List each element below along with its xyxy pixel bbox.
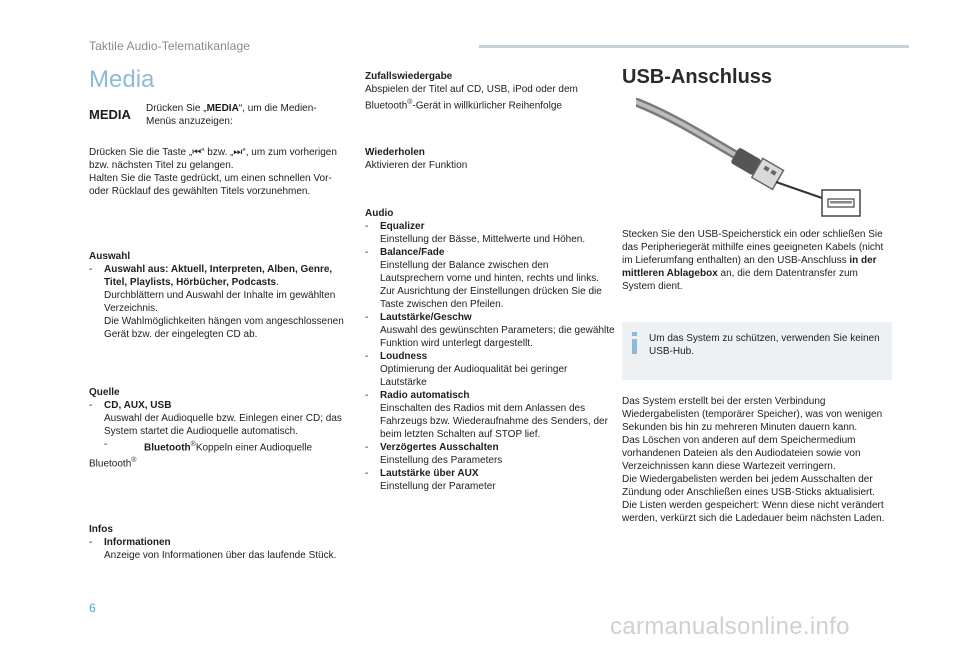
quelle-item: - CD, AUX, USB Auswahl der Audioquelle bzw. Einlegen einer CD; das System startet die Audioquelle automatisch. - Bluetooth®Koppeln einer Audioquelle	[89, 399, 349, 454]
skip-text: Drücken Sie die Taste „⏮“ bzw. „⏭“, um zum vorherigen bzw. nächsten Titel zu gelangen.	[89, 147, 337, 171]
auswahl-heading: Auswahl	[89, 251, 131, 262]
wiederholen-heading: Wiederholen	[365, 147, 425, 158]
zufall-text-a: Abspielen der Titel auf CD, USB, iPod oder dem Bluetooth	[365, 84, 578, 112]
usb-plug	[729, 145, 783, 189]
auswahl-item: - Auswahl aus: Aktuell, Interpreten, Alben, Genre, Titel, Playlists, Hörbücher, Podcasts. Durchblättern und Auswahl der Inhalte im gewählten Verzeichnis. Die Wahlmöglichkeiten hängen vom angeschlossenen Gerät bzw. der eingelegten CD ab.	[89, 263, 349, 341]
zufall-heading: Zufallswiedergabe	[365, 71, 453, 82]
audio-item-text: Einstellung des Parameters	[380, 455, 503, 466]
usb-intro-a: Stecken Sie den USB-Speicherstick ein oder schließen Sie das Peripheriegerät mithilfe eines geeigneten Kabels (nicht im Lieferumfang enthalten) an den USB-Anschluss	[622, 229, 884, 266]
audio-item-text: Einstellung der Parameter	[380, 481, 496, 492]
usb-port-contacts	[830, 201, 852, 204]
zufall-block	[365, 70, 615, 112]
auswahl-item-line1: Durchblättern und Auswahl der Inhalte im gewählten Verzeichnis.	[104, 290, 336, 314]
usb-paragraphs	[622, 395, 892, 525]
audio-item-text: Einstellung der Balance zwischen den Lautsprechern vorne und hinten, rechts und links. Zur Ausrichtung der Einstellungen drücken Sie die Taste zwischen den Pfeilen.	[380, 260, 602, 310]
zufall-reg: ®	[407, 99, 413, 106]
audio-item-text: Einstellung der Bässe, Mittelwerte und Höhen.	[380, 234, 586, 245]
audio-block	[365, 207, 615, 493]
quelle-block	[89, 386, 349, 471]
usb-cable-illustration	[636, 98, 876, 220]
audio-item-title: Radio automatisch	[380, 390, 470, 401]
audio-item-text: Einschalten des Radios mit dem Anlassen des Fahrzeugs bzw. Wiederaufnahme des Senders, der beim letzten Schalten auf STOP lief.	[380, 403, 608, 440]
audio-item-aux: - Lautstärke über AUX Einstellung der Parameter	[365, 467, 615, 493]
media-button-desc	[146, 102, 326, 128]
info-icon	[631, 332, 639, 354]
audio-item-verzoegert: - Verzögertes Ausschalten Einstellung des Parameters	[365, 441, 615, 467]
usb-port-icon	[822, 190, 860, 216]
bluetooth-tail	[89, 454, 349, 470]
quelle-item-text: Auswahl der Audioquelle bzw. Einlegen einer CD; das System startet die Audioquelle automatisch.	[104, 413, 342, 437]
audio-item-title: Lautstärke über AUX	[380, 468, 479, 479]
media-desc-b: MEDIA	[206, 103, 239, 114]
audio-item-radio: - Radio automatisch Einschalten des Radios mit dem Anlassen des Fahrzeugs bzw. Wiederaufnahme des Senders, der beim letzten Schalten auf STOP lief.	[365, 389, 615, 441]
usb-intro	[622, 228, 892, 293]
bluetooth-subitem: - Bluetooth®Koppeln einer Audioquelle	[104, 439, 313, 454]
usb-arrow-line	[776, 182, 822, 198]
usb-para1: Das System erstellt bei der ersten Verbindung Wiedergabelisten (temporärer Speicher), was von wenigen Sekunden bis hin zu mehreren Minuten dauern kann.	[622, 396, 883, 433]
bluetooth-tail-reg: ®	[131, 457, 137, 465]
infos-heading: Infos	[89, 524, 113, 535]
hold-text: Halten Sie die Taste gedrückt, um einen schnellen Vor- oder Rücklauf des gewählten Titels vorzunehmen.	[89, 173, 332, 197]
info-icon-bar	[632, 339, 637, 354]
bluetooth-text: Koppeln einer Audioquelle	[195, 442, 313, 454]
bluetooth-reg: ®	[190, 441, 196, 448]
usb-para2: Das Löschen von anderen auf dem Speichermedium vorhandenen Dateien als den Audiodateien sowie von Verzeichnissen kann diese Wartezeit verringern.	[622, 435, 861, 472]
info-icon-dot	[632, 332, 637, 336]
audio-item-title: Equalizer	[380, 221, 425, 232]
usb-para3: Die Wiedergabelisten werden bei jedem Ausschalten der Zündung oder Anschließen eines USB-Sticks aktualisiert. Die Listen werden gespeichert: Wenn diese nicht verändert werden, verkürzt sich die Ladedauer beim nächsten Laden.	[622, 474, 885, 524]
bluetooth-title: Bluetooth	[144, 442, 191, 454]
usb-intro-b: in der mittleren Ablagebox	[622, 255, 877, 279]
quelle-item-title: CD, AUX, USB	[104, 400, 172, 411]
audio-item-title: Loudness	[380, 351, 428, 362]
infos-block	[89, 523, 349, 562]
infos-item: - Informationen Anzeige von Informationen über das laufende Stück.	[89, 536, 349, 562]
audio-item-equalizer: - Equalizer Einstellung der Bässe, Mittelwerte und Höhen.	[365, 220, 615, 246]
infos-item-title: Informationen	[104, 537, 171, 548]
media-desc-c: “, um die Medien-Menüs anzuzeigen:	[146, 103, 317, 127]
audio-heading: Audio	[365, 208, 394, 219]
header-divider	[479, 45, 909, 48]
quelle-heading: Quelle	[89, 387, 120, 398]
usb-intro-c: an, die dem Datentransfer zum System dient.	[622, 268, 858, 292]
zufall-text	[365, 83, 615, 112]
audio-item-loudness: - Loudness Optimierung der Audioqualität bei geringer Lautstärke	[365, 350, 615, 389]
auswahl-item-suffix: .	[276, 277, 279, 288]
wiederholen-text: Aktivieren der Funktion	[365, 160, 468, 171]
header-title: Taktile Audio-Telematikanlage	[89, 39, 250, 53]
section-title-media: Media	[89, 66, 155, 93]
auswahl-item-title: Auswahl aus: Aktuell, Interpreten, Alben, Genre, Titel, Playlists, Hörbücher, Podcasts	[104, 264, 333, 288]
bluetooth-tail-text: Bluetooth	[89, 458, 132, 470]
info-text: Um das System zu schützen, verwenden Sie keinen USB-Hub.	[649, 333, 880, 357]
infos-item-text: Anzeige von Informationen über das laufende Stück.	[104, 550, 337, 561]
auswahl-block	[89, 250, 349, 341]
audio-item-text: Optimierung der Audioqualität bei geringer Lautstärke	[380, 364, 568, 388]
media-intro	[89, 146, 344, 198]
watermark: carmanualsonline.info	[610, 613, 850, 640]
audio-item-lautstaerke: - Lautstärke/Geschw Auswahl des gewünschten Parameters; die gewählte Funktion wird unterlegt dargestellt.	[365, 312, 615, 349]
info-box	[622, 322, 892, 380]
zufall-text-b: -Gerät in willkürlicher Reihenfolge	[412, 100, 562, 112]
wiederholen-block	[365, 146, 615, 172]
audio-item-title: Balance/Fade	[380, 247, 445, 258]
audio-item-text: Auswahl des gewünschten Parameters; die gewählte Funktion wird unterlegt dargestellt.	[380, 325, 615, 349]
page-number: 6	[89, 601, 96, 615]
media-desc-a: Drücken Sie „	[146, 103, 207, 114]
audio-item-balance: - Balance/Fade Einstellung der Balance zwischen den Lautsprechern vorne und hinten, rechts und links. Zur Ausrichtung der Einstellungen drücken Sie die Taste zwischen den Pfeilen.	[365, 246, 615, 311]
media-button-label: MEDIA	[89, 107, 131, 122]
auswahl-item-line2: Die Wahlmöglichkeiten hängen vom angeschlossenen Gerät bzw. der eingelegten CD ab.	[104, 316, 344, 340]
section-title-usb: USB-Anschluss	[622, 66, 773, 88]
audio-item-title: Lautstärke/Geschw	[380, 312, 472, 323]
audio-item-title: Verzögertes Ausschalten	[380, 442, 499, 453]
